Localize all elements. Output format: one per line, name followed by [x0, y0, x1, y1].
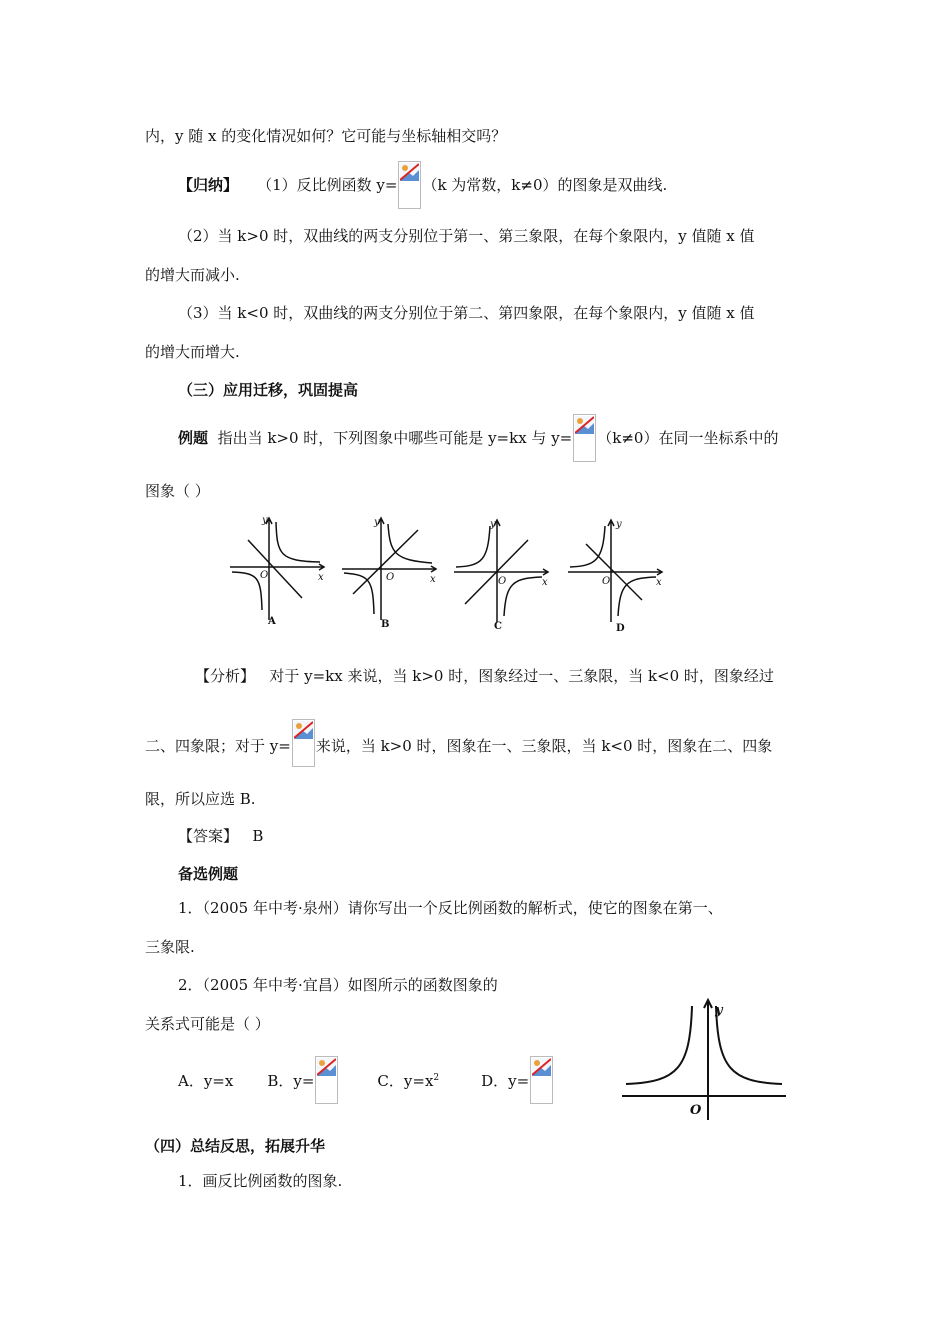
y-axis-label: y — [262, 515, 268, 526]
hyperbola-branch — [388, 524, 432, 563]
section-title: （三）应用迁移，巩固提高 — [178, 381, 359, 399]
example-text: 指出当 k>0 时，下列图象中哪些可能是 y=kx 与 y= — [217, 429, 573, 447]
graph-d — [568, 520, 662, 622]
option-a: A．y=x — [178, 1072, 234, 1090]
graph-caption: A — [268, 616, 276, 627]
section-title: （四）总结反思，拓展升华 — [145, 1137, 326, 1155]
x-axis-label: x — [542, 577, 548, 588]
x-axis-label: x — [430, 574, 436, 585]
q2-options — [178, 1068, 554, 1104]
graph-caption: B — [381, 619, 390, 630]
broken-image-icon — [292, 719, 315, 767]
x-axis-label: x — [656, 577, 662, 588]
option-c-exponent: 2 — [433, 1073, 440, 1083]
graph-caption: C — [494, 621, 502, 632]
section4-line-1: 1．画反比例函数的图象. — [178, 1172, 343, 1190]
example-line-2: 图象（ ） — [145, 482, 210, 500]
alt-examples-title: 备选例题 — [178, 865, 239, 883]
graph-c — [454, 520, 548, 622]
summary-text: （1）反比例函数 y= — [257, 176, 398, 194]
hyperbola-branch — [504, 577, 542, 616]
q2-graph — [618, 996, 788, 1122]
y-axis-label: y — [715, 1003, 723, 1018]
summary-line-2b: 的增大而减小. — [145, 266, 240, 284]
x-axis-label: x — [318, 572, 324, 583]
answer-value: B — [252, 827, 264, 845]
summary-tag: 【归纳】 — [178, 176, 239, 194]
summary-text-2: （2）当 k>0 时，双曲线的两支分别位于第一、第三象限，在每个象限内，y 值随 x 值 — [178, 227, 755, 245]
broken-image-icon — [530, 1056, 553, 1104]
y-axis-label: y — [490, 519, 496, 530]
hyperbola-branch — [618, 577, 656, 616]
example-text-post: （k≠0）在同一坐标系中的 — [597, 429, 779, 447]
origin-label: O — [690, 1103, 702, 1118]
analysis-text: 对于 y=kx 来说，当 k>0 时，图象经过一、三象限，当 k<0 时，图象经过 — [269, 667, 774, 685]
analysis-line-3: 限，所以应选 B. — [145, 790, 256, 808]
analysis-tag: 【分析】 — [195, 667, 256, 685]
example-line-1 — [178, 428, 778, 462]
origin-label: O — [498, 576, 507, 587]
answer-tag: 【答案】 — [178, 827, 239, 845]
curve-right-branch — [716, 1006, 782, 1084]
summary-text-post: （k 为常数，k≠0）的图象是双曲线. — [422, 176, 668, 194]
broken-image-icon — [398, 161, 421, 209]
origin-label: O — [386, 572, 395, 583]
line-y-kx — [248, 540, 302, 598]
option-c: C．y=x — [377, 1072, 434, 1090]
graph-b — [342, 518, 436, 620]
q2-line-2: 关系式可能是（ ） — [145, 1015, 270, 1033]
summary-line-1 — [178, 175, 667, 209]
graph-caption: D — [616, 623, 625, 634]
broken-image-icon — [315, 1056, 338, 1104]
curve-left-branch — [626, 1006, 692, 1084]
example-tag: 例题 — [178, 429, 209, 447]
analysis-line-2 — [145, 736, 772, 767]
option-d: D．y= — [481, 1072, 530, 1090]
analysis-text-2-post: 来说，当 k>0 时，图象在一、三象限，当 k<0 时，图象在二、四象 — [315, 737, 773, 755]
line-y-kx — [353, 530, 418, 594]
graph-a — [230, 518, 324, 620]
q1-line-2: 三象限. — [145, 938, 195, 956]
analysis-text-2: 二、四象限；对于 y= — [145, 737, 291, 755]
y-axis-label: y — [374, 517, 380, 528]
q1-line-1: 1．（2005 年中考·泉州）请你写出一个反比例函数的解析式，使它的图象在第一、 — [178, 899, 723, 917]
option-b: B．y= — [267, 1072, 315, 1090]
hyperbola-branch — [456, 526, 490, 567]
hyperbola-branch — [276, 522, 320, 562]
summary-line-3b: 的增大而增大. — [145, 343, 240, 361]
hyperbola-branch — [232, 572, 262, 610]
q2-line-1: 2．（2005 年中考·宜昌）如图所示的函数图象的 — [178, 976, 498, 994]
origin-label: O — [260, 570, 269, 581]
y-axis-label: y — [616, 519, 622, 530]
paragraph-line: 内，y 随 x 的变化情况如何？它可能与坐标轴相交吗？ — [145, 127, 507, 145]
summary-line-2a — [178, 226, 805, 246]
answer-line — [178, 826, 263, 846]
summary-line-3a: （3）当 k<0 时，双曲线的两支分别位于第二、第四象限，在每个象限内，y 值随 x 值 — [178, 304, 755, 322]
graphs-figure — [220, 510, 680, 638]
broken-image-icon — [573, 414, 596, 462]
origin-label: O — [602, 576, 611, 587]
analysis-line-1 — [195, 666, 774, 686]
hyperbola-branch — [344, 573, 374, 614]
